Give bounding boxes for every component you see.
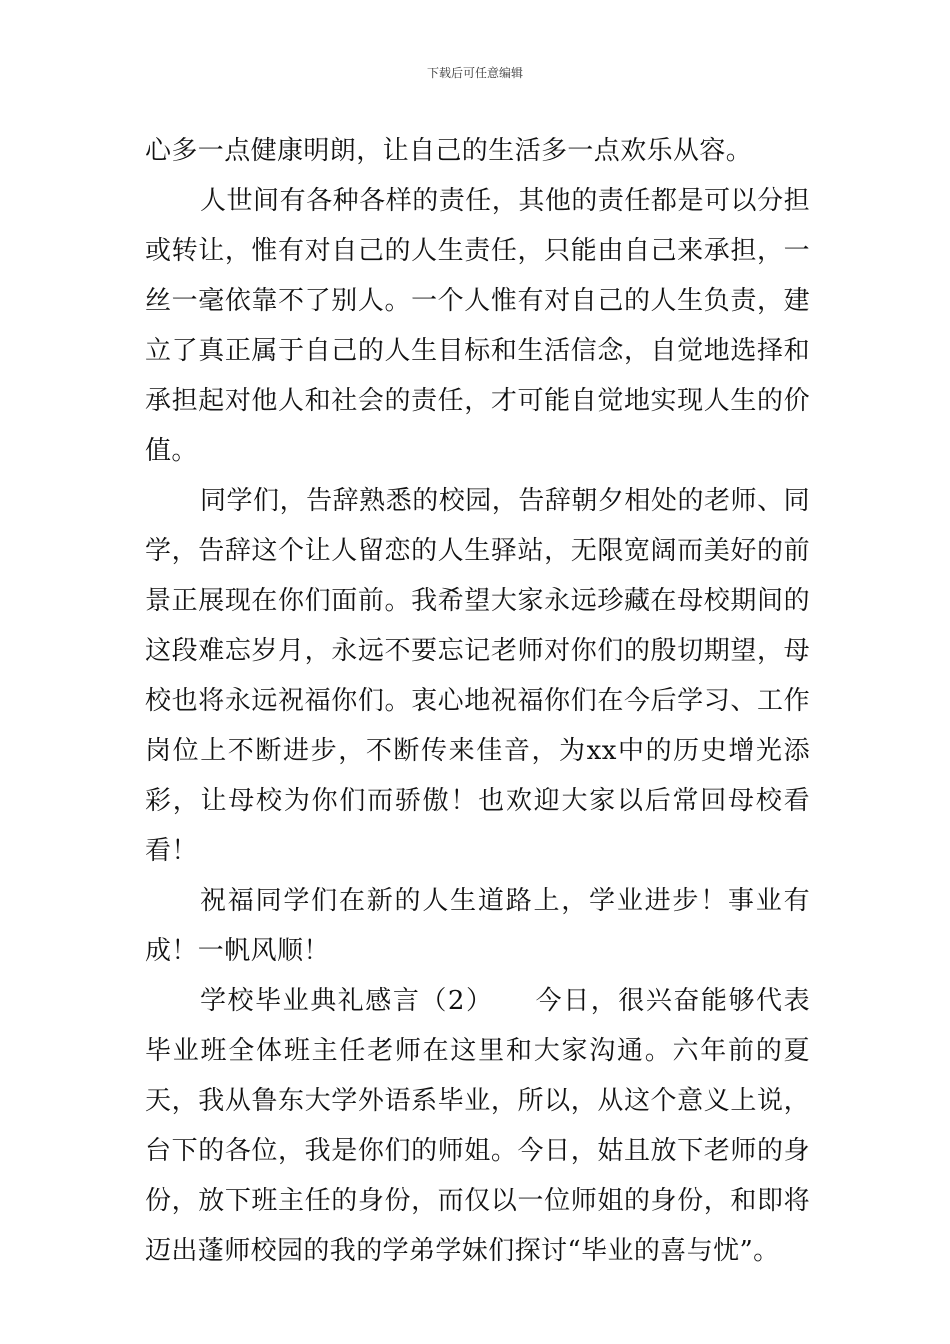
paragraph-speech-2: 学校毕业典礼感言（2） 今日，很兴奋能够代表毕业班全体班主任老师在这里和大家沟通。六年前的夏天，我从鲁东大学外语系毕业，所以，从这个意义上说，台下的各位，我是你们的师姐。今日，姑且放下老师的身份，放下班主任的身份，而仅以一位师姐的身份，和即将迈出蓬师校园的我的学弟学妹们探讨“毕业的喜与忧”。 xyxy=(145,986,810,1266)
paragraph-responsibility: 人世间有各种各样的责任，其他的责任都是可以分担或转让，惟有对自己的人生责任，只能由自己来承担，一丝一毫依靠不了别人。一个人惟有对自己的人生负责，建立了真正属于自己的人生目标和生活信念，自觉地选择和承担起对他人和社会的责任，才可能自觉地实现人生的价值。 xyxy=(145,186,810,466)
paragraph-blessing: 祝福同学们在新的人生道路上，学业进步！事业有成！一帆风顺！ xyxy=(145,886,810,966)
paragraph-farewell: 同学们，告辞熟悉的校园，告辞朝夕相处的老师、同学，告辞这个让人留恋的人生驿站，无限宽阔而美好的前景正展现在你们面前。我希望大家永远珍藏在母校期间的这段难忘岁月，永远不要忘记老师对你们的殷切期望，母校也将永远祝福你们。衷心地祝福你们在今后学习、工作岗位上不断进步，不断传来佳音，为xx中的历史增光添彩，让母校为你们而骄傲！也欢迎大家以后常回母校看看！ xyxy=(145,486,810,866)
document-body xyxy=(145,126,810,1276)
page-header: 下载后可任意编辑 xyxy=(426,66,523,80)
paragraph-continuation: 心多一点健康明朗，让自己的生活多一点欢乐从容。 xyxy=(145,136,753,166)
